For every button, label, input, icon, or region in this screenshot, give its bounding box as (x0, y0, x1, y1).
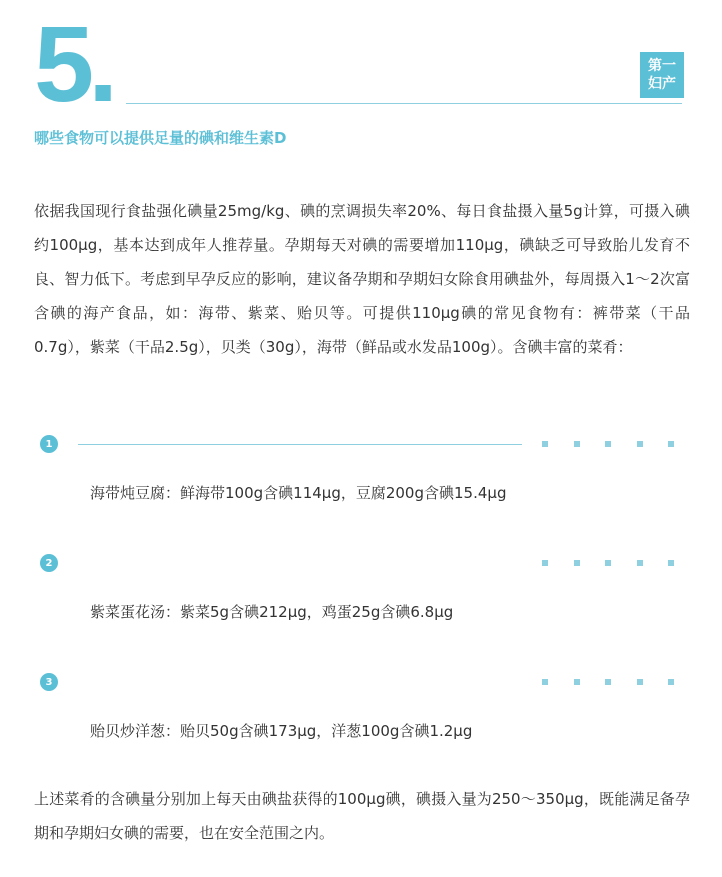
section-number: 5. (34, 3, 113, 124)
item-number-badge: 3 (40, 673, 58, 691)
closing-paragraph: 上述菜肴的含碘量分别加上每天由碘盐获得的100μg碘，碘摄入量为250～350μg，既能满足备孕期和孕期妇女碘的需要，也在安全范围之内。 (34, 790, 690, 842)
decorative-dots (542, 560, 674, 566)
dish-item (34, 554, 690, 674)
article-header (0, 0, 722, 124)
dish-text: 贻贝炒洋葱：贻贝50g含碘173μg，洋葱100g含碘1.2μg (90, 722, 473, 740)
decorative-dots (542, 679, 674, 685)
item-number-badge: 2 (40, 554, 58, 572)
dish-item (34, 435, 690, 555)
brand-badge-line1: 第一 (648, 58, 676, 74)
intro-paragraph: 依据我国现行食盐强化碘量25mg/kg、碘的烹调损失率20%、每日食盐摄入量5g计算，可摄入碘约100μg，基本达到成年人推荐量。孕期每天对碘的需要增加110μg，碘缺乏可导致胎儿发育不良、智力低下。考虑到早孕反应的影响，建议备孕期和孕期妇女除食用碘盐外，每周摄入1～2次富含碘的海产食品，如：海带、紫菜、贻贝等。可提供110μg碘的常见食物有：裤带菜（干品0.7g），紫菜（干品2.5g），贝类（30g），海带（鲜品或水发品100g）。含碘丰富的菜肴： (34, 202, 690, 356)
section-title: 哪些食物可以提供足量的碘和维生素D (34, 129, 287, 147)
brand-badge (640, 52, 684, 98)
dish-text: 海带炖豆腐：鲜海带100g含碘114μg，豆腐200g含碘15.4μg (90, 484, 507, 502)
brand-badge-line2: 妇产 (648, 76, 676, 92)
item-number-badge: 1 (40, 435, 58, 453)
decorative-dots (542, 441, 674, 447)
dish-item (34, 673, 690, 793)
header-divider (126, 103, 682, 104)
item-divider (78, 444, 522, 445)
dish-text: 紫菜蛋花汤：紫菜5g含碘212μg，鸡蛋25g含碘6.8μg (90, 603, 454, 621)
